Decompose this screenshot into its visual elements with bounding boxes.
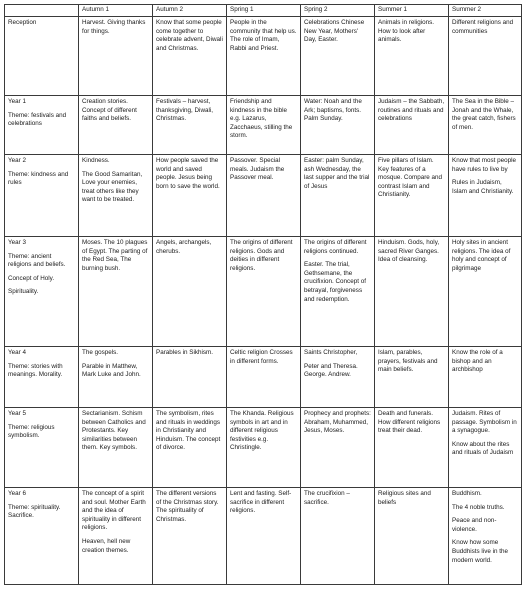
cell-paragraph: Holy sites in ancient religions. The idea of holy and concept of pilgrimage	[452, 239, 511, 272]
cell-paragraph: Theme: ancient religions and beliefs.	[8, 252, 66, 269]
cell-paragraph: Year 5	[8, 410, 26, 417]
cell-autumn-1	[79, 96, 153, 155]
cell-paragraph: Friendship and kindness in the bible e.g. Lazarus, Zacchaeus, stilling the storm.	[230, 98, 293, 140]
cell-paragraph: Concept of Holy.	[8, 274, 55, 282]
cell-spring-2	[301, 347, 375, 408]
cell-summer-1	[375, 408, 449, 488]
cell-paragraph: The gospels.	[82, 349, 119, 356]
cell-autumn-1	[79, 17, 153, 96]
cell-paragraph: The symbolism, rites and rituals in weddings in Christianity and Hinduism. The concept of divorce.	[156, 410, 221, 452]
rs-curriculum-map	[4, 4, 521, 585]
cell-paragraph: Parable in Matthew, Mark Luke and John.	[82, 362, 141, 379]
cell-paragraph: Easter. The trial, Gethsemane, the crucifixion. Concept of betrayal, forgiveness and redemption.	[304, 261, 366, 303]
cell-spring-1	[227, 17, 301, 96]
cell-paragraph: Know that some people come together to celebrate advent, Diwali and Christmas.	[156, 19, 223, 52]
cell-spring-2	[301, 155, 375, 237]
cell-autumn-1	[79, 237, 153, 347]
cell-summer-1	[375, 155, 449, 237]
cell-spring-2	[301, 408, 375, 488]
cell-paragraph: Different religions and communities	[452, 19, 514, 35]
cell-spring-2	[301, 488, 375, 585]
cell-paragraph: The Good Samaritan, Love your enemies, treat others like they want to be treated.	[82, 170, 143, 204]
cell-spring-2	[301, 17, 375, 96]
cell-autumn-2	[153, 237, 227, 347]
cell-summer-1	[375, 488, 449, 585]
table-row	[5, 488, 522, 585]
header-corner	[5, 5, 79, 17]
cell-paragraph: Moses. The 10 plagues of Egypt. The parting of the Red Sea, The burning bush.	[82, 239, 148, 272]
cell-paragraph: Know about the rites and rituals of Judaism	[452, 440, 514, 457]
cell-paragraph: How people saved the world and saved people. Jesus being born to save the world.	[156, 157, 220, 190]
table-row	[5, 347, 522, 408]
cell-year	[5, 96, 79, 155]
cell-autumn-2	[153, 17, 227, 96]
cell-paragraph: Creation stories. Concept of different faiths and beliefs.	[82, 98, 137, 123]
cell-paragraph: Spirituality.	[8, 288, 39, 296]
cell-paragraph: Year 1	[8, 98, 26, 105]
cell-paragraph: Judaism – the Sabbath, routines and rituals and celebrations	[378, 98, 445, 123]
cell-paragraph: Religious sites and beliefs	[378, 490, 431, 506]
cell-paragraph: The concept of a spirit and soul. Mother Earth and the idea of spirituality in different religions.	[82, 490, 146, 532]
table-row	[5, 237, 522, 347]
cell-paragraph: Know that most people have rules to live by	[452, 157, 517, 173]
cell-spring-1	[227, 408, 301, 488]
cell-year	[5, 237, 79, 347]
cell-paragraph: Year 3	[8, 239, 26, 246]
cell-summer-2	[449, 237, 522, 347]
cell-paragraph: Celebrations Chinese New Year, Mothers' Day, Easter.	[304, 19, 365, 44]
cell-paragraph: Prophecy and prophets: Abraham, Muhammed, Jesus, Moses.	[304, 410, 371, 435]
header-autumn-1: Autumn 1	[79, 5, 153, 17]
cell-paragraph: Reception	[8, 19, 37, 26]
cell-paragraph: Know how some Buddhists live in the modern world.	[452, 539, 509, 564]
cell-paragraph: The crucifixion – sacrifice.	[304, 490, 350, 506]
cell-autumn-2	[153, 96, 227, 155]
cell-paragraph: Buddhism.	[452, 490, 482, 497]
cell-summer-2	[449, 96, 522, 155]
cell-paragraph: Easter: palm Sunday, ash Wednesday, the last supper and the trial of Jesus	[304, 157, 370, 190]
header-spring-2: Spring 2	[301, 5, 375, 17]
cell-paragraph: The origins of different religions. Gods and deities in different religions.	[230, 239, 293, 272]
cell-paragraph: Angels, archangels, cherubs.	[156, 239, 212, 255]
cell-paragraph: Animals in religions. How to look after animals.	[378, 19, 434, 44]
cell-summer-1	[375, 17, 449, 96]
cell-year	[5, 347, 79, 408]
cell-paragraph: Harvest. Giving thanks for things.	[82, 19, 146, 35]
cell-paragraph: Peter and Theresa. George. Andrew.	[304, 362, 358, 379]
cell-paragraph: People in the community that help us. The role of Imam, Rabbi and Priest.	[230, 19, 297, 52]
cell-paragraph: Water: Noah and the Ark; baptisms, fonts. Palm Sunday.	[304, 98, 362, 123]
cell-paragraph: Celtic religion Crosses in different forms.	[230, 349, 293, 365]
cell-paragraph: Death and funerals. How different religions treat their dead.	[378, 410, 441, 435]
cell-summer-2	[449, 408, 522, 488]
cell-summer-2	[449, 347, 522, 408]
header-summer-2: Summer 2	[449, 5, 522, 17]
cell-paragraph: Theme: religious symbolism.	[8, 423, 55, 440]
cell-autumn-1	[79, 347, 153, 408]
cell-spring-1	[227, 155, 301, 237]
cell-summer-2	[449, 488, 522, 585]
cell-paragraph: Festivals – harvest, thanksgiving, Diwali, Christmas.	[156, 98, 214, 123]
cell-paragraph: Heaven, hell new creation themes.	[82, 537, 131, 554]
cell-spring-1	[227, 347, 301, 408]
table-row	[5, 17, 522, 96]
header-autumn-2: Autumn 2	[153, 5, 227, 17]
header-row	[5, 5, 522, 17]
cell-spring-2	[301, 96, 375, 155]
cell-spring-2	[301, 237, 375, 347]
cell-summer-2	[449, 155, 522, 237]
cell-year	[5, 488, 79, 585]
cell-paragraph: Rules in Judaism, Islam and Christianity.	[452, 179, 514, 195]
cell-paragraph: Theme: stories with meanings. Morality.	[8, 362, 63, 379]
cell-autumn-1	[79, 488, 153, 585]
cell-year	[5, 408, 79, 488]
cell-paragraph: Saints Christopher,	[304, 349, 358, 356]
cell-spring-1	[227, 237, 301, 347]
cell-paragraph: The Khanda. Religious symbols in art and in different religious festivities e.g. Christingle.	[230, 410, 294, 452]
cell-paragraph: Year 2	[8, 157, 26, 164]
cell-paragraph: The Sea in the Bible – Jonah and the Whale, the great catch, fishers of men.	[452, 98, 516, 131]
cell-autumn-2	[153, 155, 227, 237]
header-spring-1: Spring 1	[227, 5, 301, 17]
cell-paragraph: The origins of different religions continued.	[304, 239, 367, 255]
table-row	[5, 408, 522, 488]
cell-paragraph: Parables in Sikhism.	[156, 349, 214, 356]
header-summer-1: Summer 1	[375, 5, 449, 17]
cell-summer-1	[375, 96, 449, 155]
cell-paragraph: Theme: kindness and rules	[8, 170, 69, 187]
cell-paragraph: Year 6	[8, 490, 26, 497]
table-row	[5, 96, 522, 155]
curriculum-table	[4, 4, 522, 585]
cell-paragraph: Theme: spirituality. Sacrifice.	[8, 503, 61, 520]
cell-paragraph: Judaism. Rites of passage. Symbolism in a synagogue.	[452, 410, 517, 435]
cell-paragraph: Know the role of a bishop and an archbishop	[452, 349, 503, 374]
cell-autumn-2	[153, 347, 227, 408]
cell-paragraph: Hinduism. Gods, holy, sacred River Ganges. Idea of cleansing.	[378, 239, 440, 264]
cell-paragraph: Kindness.	[82, 157, 110, 164]
cell-summer-2	[449, 17, 522, 96]
cell-paragraph: Sectarianism. Schism between Catholics and Protestants. Key similarities between them. Key symbols.	[82, 410, 146, 452]
cell-spring-1	[227, 488, 301, 585]
table-row	[5, 155, 522, 237]
cell-paragraph: Theme: festivals and celebrations	[8, 111, 67, 128]
cell-paragraph: The 4 noble truths.	[452, 503, 505, 511]
cell-year	[5, 17, 79, 96]
cell-summer-1	[375, 347, 449, 408]
cell-spring-1	[227, 96, 301, 155]
cell-paragraph: Passover. Special meals. Judaism the Passover meal.	[230, 157, 285, 182]
cell-autumn-1	[79, 408, 153, 488]
cell-summer-1	[375, 237, 449, 347]
cell-autumn-2	[153, 408, 227, 488]
cell-paragraph: Peace and non-violence.	[452, 517, 497, 533]
cell-paragraph: Year 4	[8, 349, 26, 356]
cell-paragraph: Islam, parables, prayers, festivals and main beliefs.	[378, 349, 438, 374]
cell-autumn-2	[153, 488, 227, 585]
cell-year	[5, 155, 79, 237]
cell-paragraph: Lent and fasting. Self-sacrifice in different religions.	[230, 490, 292, 515]
cell-paragraph: Five pillars of Islam. Key features of a mosque. Compare and contrast Islam and Christianity.	[378, 157, 443, 199]
cell-paragraph: The different versions of the Christmas story. The spirituality of Christmas.	[156, 490, 219, 523]
cell-autumn-1	[79, 155, 153, 237]
